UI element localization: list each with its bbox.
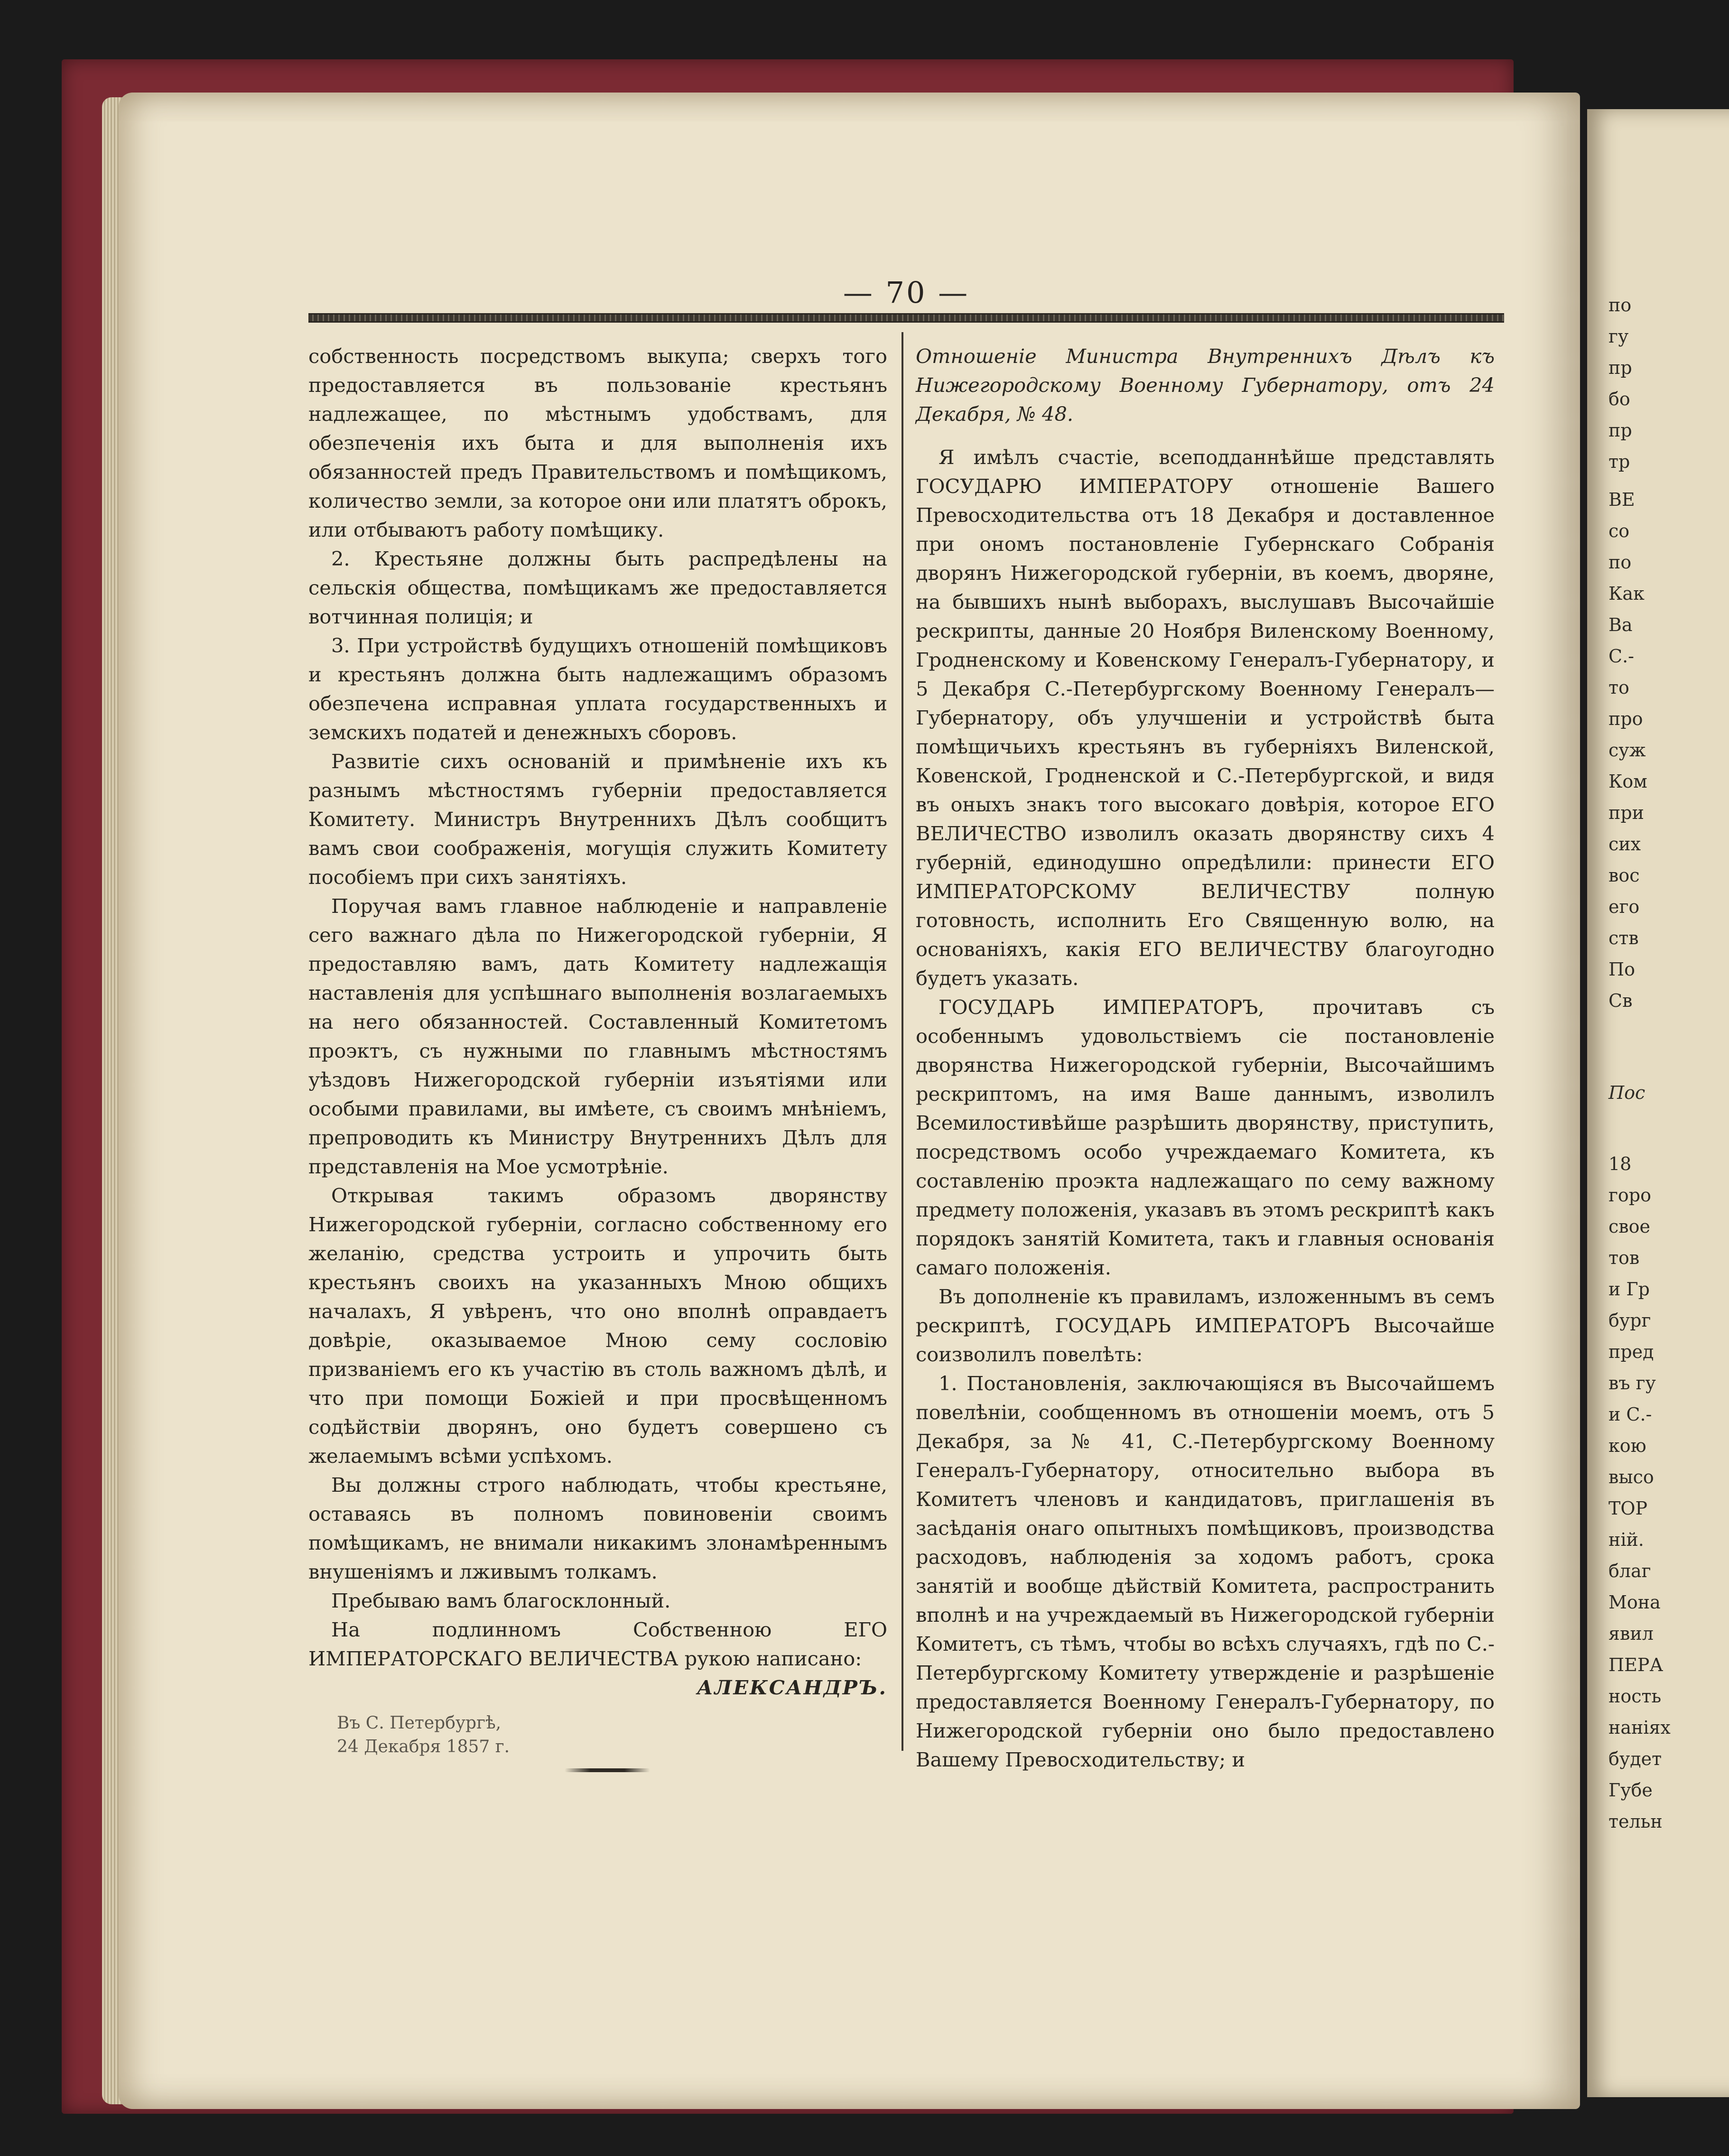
page-number: — 70 — (843, 275, 970, 310)
next-page-fragment: Пос (1608, 1082, 1645, 1103)
right-column (916, 342, 1495, 1774)
next-page-fragment: ній. (1608, 1529, 1644, 1550)
document-title: Отношеніе Министра Внутреннихъ Дѣлъ къ Нижегородскому Военному Губернатору, отъ 24 Декабря, № 48. (916, 344, 1495, 426)
next-page-fragment: тр (1608, 451, 1630, 472)
next-page-edge (1587, 109, 1729, 2097)
next-page-fragment: сих (1608, 834, 1641, 855)
next-page-fragment: пр (1608, 420, 1632, 441)
next-page-fragment: Ва (1608, 614, 1633, 635)
paragraph: Развитіе сихъ основаній и примѣненіе ихъ къ разнымъ мѣстностямъ губерніи предоставляется Комитету. Министръ Внутреннихъ Дѣлъ сообщитъ вамъ свои соображенія, могущія служить Комитету пособіемъ при сихъ занятіяхъ. (308, 750, 887, 889)
next-page-fragment: 18 (1608, 1153, 1632, 1174)
next-page-fragment: горо (1608, 1185, 1651, 1206)
next-page-fragment: въ гу (1608, 1373, 1656, 1394)
next-page-fragment: про (1608, 708, 1643, 729)
date: 24 Декабря 1857 г. (337, 1737, 510, 1756)
next-page-fragment: будет (1608, 1748, 1662, 1769)
header-rule (308, 313, 1504, 323)
next-page-fragment: благ (1608, 1561, 1651, 1581)
next-page-fragment: явил (1608, 1623, 1654, 1644)
column-divider (902, 332, 903, 1751)
paragraph: Я имѣлъ счастіе, всеподданнѣйше представлять ГОСУДАРЮ ИМПЕРАТОРУ отношеніе Вашего Превосходительства отъ 18 Декабря и доставленное при ономъ постановленіе Губернскаго Собранія дворянъ Нижегородской губерніи, въ коемъ, дворяне, на бывшихъ нынѣ выборахъ, выслушавъ Высочайшіе рескрипты, данные 20 Ноября Виленскому Военному, Гродненскому и Ковенскому Генералъ-Губернатору, и 5 Декабря С.-Петербургскому Военному Генералъ—Губернатору, объ улучшеніи и устройствѣ быта помѣщичьихъ крестьянъ въ губерніяхъ Виленской, Ковенской, Гродненской и С.-Петербургской, и видя въ оныхъ знакъ того высокаго довѣрія, которое ЕГО ВЕЛИЧЕСТВО изволилъ оказать дворянству сихъ 4 губерній, единодушно опредѣлили: принести ЕГО ИМПЕРАТОРСКОМУ ВЕЛИЧЕСТВУ полную готовность, исполнить Его Священную волю, на основаніяхъ, какія ЕГО ВЕЛИЧЕСТВУ благоугодно будетъ указать. (916, 446, 1495, 990)
next-page-fragment: со (1608, 520, 1630, 541)
paragraph: 2. Крестьяне должны быть распредѣлены на сельскія общества, помѣщикамъ же предоставляется вотчинная полиція; и (308, 547, 887, 628)
next-page-fragment: С.- (1608, 646, 1634, 667)
paragraph: 1. Постановленія, заключающіяся въ Высочайшемъ повелѣніи, сообщенномъ въ отношеніи моемъ, отъ 5 Декабря, за № 41, С.-Петербургскому Военному Генералъ-Губернатору, относительно выбора въ Комитетъ членовъ и кандидатовъ, приглашенія въ засѣданія онаго опытныхъ помѣщиковъ, производства расходовъ, наблюденія за ходомъ работъ, срока занятій и вообще дѣйствій Комитета, распространить вполнѣ и на учреждаемый въ Нижегородской губерніи Комитетъ, съ тѣмъ, чтобы во всѣхъ случаяхъ, гдѣ по С.-Петербургскому Комитету утвержденіе и разрѣшеніе предоставляется Военному Генералъ-Губернатору, по Нижегородской губерніи оно было предоставлено Вашему Превосходительству; и (916, 1372, 1495, 1771)
next-page-fragment: его (1608, 896, 1640, 917)
paragraph: собственность посредствомъ выкупа; сверхъ того предоставляется въ пользованіе крестьянъ надлежащее, по мѣстнымъ удобствамъ, для обезпеченія ихъ быта и для выполненія ихъ обязанностей предъ Правительствомъ и помѣщикомъ, количество земли, за которое они или платятъ оброкъ, или отбываютъ работу помѣщику. (308, 344, 887, 541)
next-page-fragment: по (1608, 552, 1632, 573)
paragraph: Вы должны строго наблюдать, чтобы крестьяне, оставаясь въ полномъ повиновеніи своимъ помѣщикамъ, не внимали никакимъ злонамѣреннымъ внушеніямъ и лживымъ толкамъ. (308, 1473, 887, 1583)
next-page-fragment: По (1608, 959, 1636, 980)
next-page-fragment: ность (1608, 1686, 1662, 1707)
next-page-fragment: ПЕРА (1608, 1654, 1664, 1675)
next-page-fragment: суж (1608, 740, 1646, 761)
next-page-fragment: и С.- (1608, 1404, 1652, 1425)
paragraph: ГОСУДАРЬ ИМПЕРАТОРЪ, прочитавъ съ особеннымъ удовольствіемъ сіе постановленіе дворянства Нижегородской губерніи, Высочайшимъ рескриптомъ, на имя Ваше даннымъ, изволилъ Всемилостивѣйше разрѣшить дворянству, приступить, посредствомъ особо учреждаемаго Комитета, къ составленію проэкта надлежащаго по сему важному предмету положенія, указавъ въ этомъ рескриптѣ какъ порядокъ занятій Комитета, такъ и главныя основанія самаго положенія. (916, 995, 1495, 1279)
next-page-fragment: Ком (1608, 771, 1647, 792)
next-page-fragment: гу (1608, 326, 1629, 347)
next-page-fragment: Губе (1608, 1780, 1653, 1801)
next-page-fragment: кою (1608, 1435, 1646, 1456)
paragraph: Въ дополненіе къ правиламъ, изложеннымъ въ семъ рескриптѣ, ГОСУДАРЬ ИМПЕРАТОРЪ Высочайше соизволилъ повелѣть: (916, 1285, 1495, 1366)
next-page-fragment: Как (1608, 583, 1645, 604)
next-page-fragment: пред (1608, 1341, 1654, 1362)
signature: АЛЕКСАНДРЪ. (697, 1676, 887, 1699)
next-page-fragment: ВЕ (1608, 489, 1635, 510)
next-page-fragment: ств (1608, 928, 1639, 948)
next-page-fragment: бург (1608, 1310, 1651, 1331)
next-page-fragment: наніях (1608, 1717, 1671, 1738)
page-blank-area (308, 1765, 1504, 2050)
paragraph: 3. При устройствѣ будущихъ отношеній помѣщиковъ и крестьянъ должна быть надлежащимъ образомъ обезпечена исправная уплата государственныхъ и земскихъ податей и денежныхъ сборовъ. (308, 634, 887, 744)
next-page-fragment: Св (1608, 990, 1633, 1011)
left-column (308, 342, 887, 1772)
paragraph: Поручая вамъ главное наблюденіе и направленіе сего важнаго дѣла по Нижегородской губерніи, Я предоставляю вамъ, дать Комитету надлежащія наставленія для успѣшнаго выполненія возлагаемыхъ на него обязанностей. Составленный Комитетомъ проэктъ, съ нужными по главнымъ мѣстностямъ уѣздовъ Нижегородской губерніи изъятіями или особыми правилами, вы имѣете, съ своимъ мнѣніемъ, препроводить къ Министру Внутреннихъ Дѣлъ для представленія на Мое усмотрѣніе. (308, 894, 887, 1178)
next-page-fragment: Мона (1608, 1592, 1661, 1613)
next-page-fragment: тов (1608, 1247, 1640, 1268)
next-page-fragment: при (1608, 802, 1644, 823)
place: Въ С. Петербургѣ, (337, 1713, 502, 1733)
next-page-fragment: вос (1608, 865, 1640, 886)
signature-note: На подлинномъ Собственною ЕГО ИМПЕРАТОРСКАГО ВЕЛИЧЕСТВА рукою написано: (308, 1618, 887, 1670)
next-page-fragment: свое (1608, 1216, 1651, 1237)
next-page-fragment: ТОР (1608, 1498, 1648, 1519)
next-page-fragment: пр (1608, 357, 1632, 378)
next-page-fragment: высо (1608, 1467, 1654, 1487)
next-page-fragment: и Гр (1608, 1279, 1650, 1300)
next-page-fragment: бо (1608, 389, 1630, 409)
paragraph: Открывая такимъ образомъ дворянству Нижегородской губерніи, согласно собственному его желанію, средства устроить и упрочить быть крестьянъ своихъ на указанныхъ Мною общихъ началахъ, Я увѣренъ, что оно вполнѣ оправдаетъ довѣріе, оказываемое Мною сему сословію призваніемъ его къ участію въ столь важномъ дѣлѣ, и что при помощи Божіей и при просвѣщенномъ содѣйствіи дворянъ, оно будетъ совершено съ желаемымъ всѣми успѣхомъ. (308, 1184, 887, 1468)
next-page-fragment: то (1608, 677, 1629, 698)
next-page-fragment: тельн (1608, 1811, 1663, 1832)
closing-line: Пребываю вамъ благосклонный. (331, 1589, 671, 1612)
next-page-fragment: по (1608, 295, 1632, 316)
page-header (308, 275, 1504, 327)
